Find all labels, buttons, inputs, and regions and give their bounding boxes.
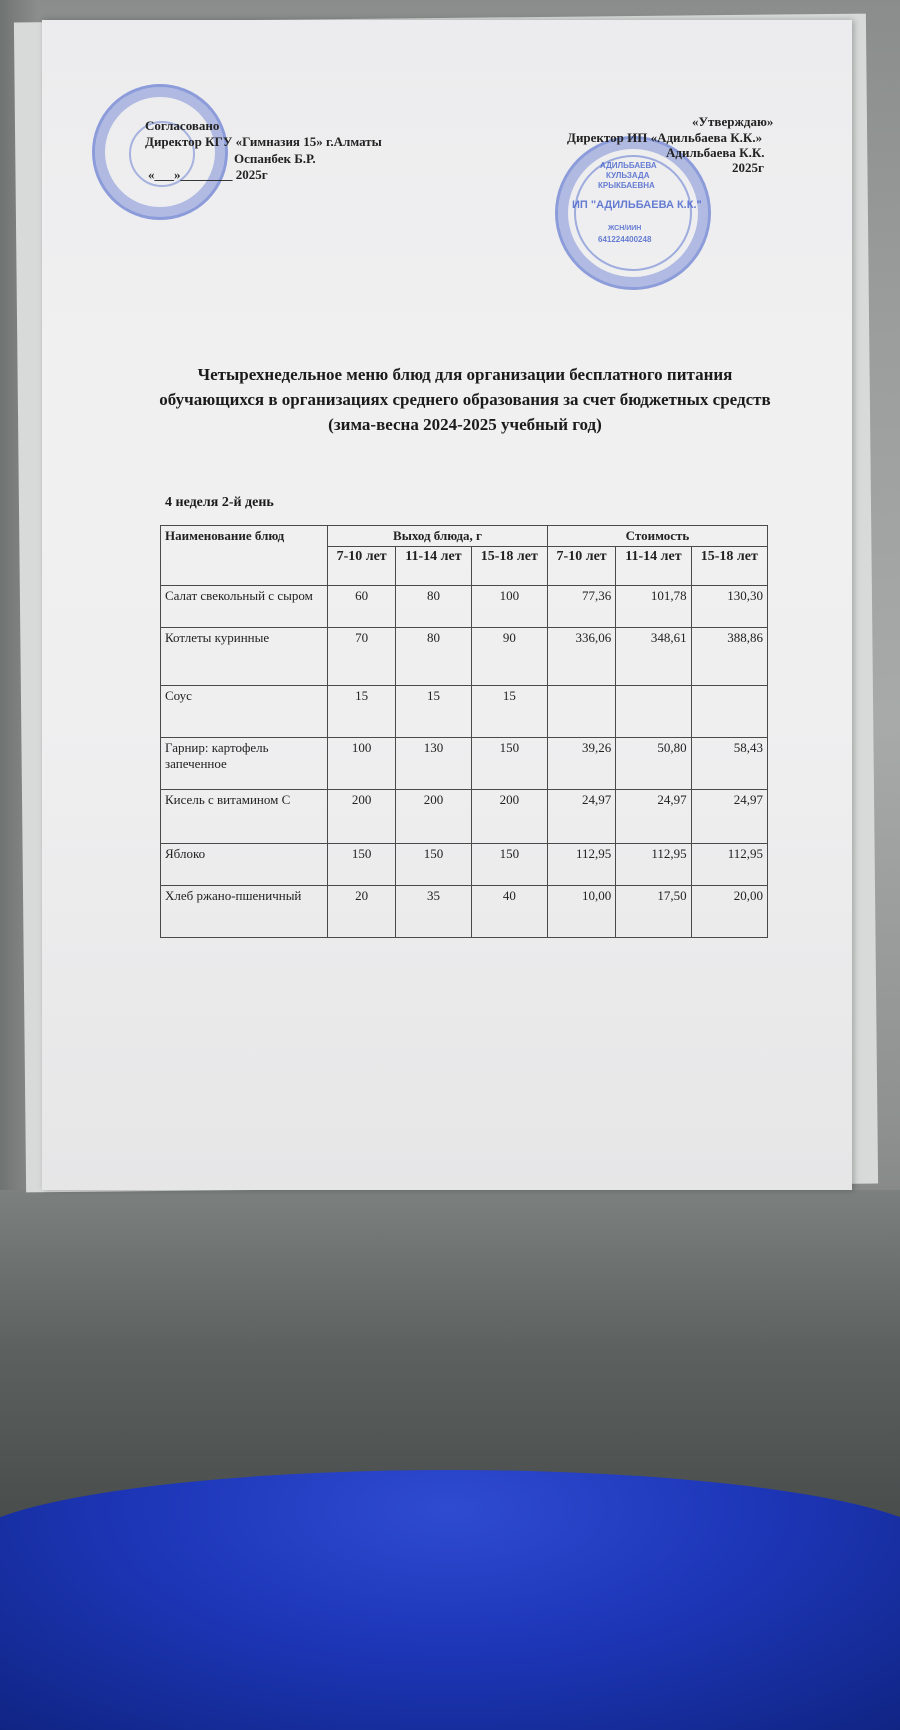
cost-value: 112,95 xyxy=(616,844,691,886)
menu-table xyxy=(160,525,768,938)
table-row xyxy=(161,738,768,790)
approval-left-position: Директор КГУ «Гимназия 15» г.Алматы xyxy=(145,134,382,149)
approval-left-date: «___»________ 2025г xyxy=(148,167,268,182)
table-row xyxy=(161,586,768,628)
approval-left-name: Оспанбек Б.Р. xyxy=(234,151,316,166)
table-header-row xyxy=(161,526,768,547)
table-row xyxy=(161,790,768,844)
approval-right-label: «Утверждаю» xyxy=(692,114,774,129)
output-value: 200 xyxy=(328,790,396,844)
dish-name: Яблоко xyxy=(161,844,328,886)
approval-right-name: Адильбаева К.К. xyxy=(666,145,765,160)
approval-left-label: Согласовано xyxy=(145,118,220,133)
dish-name: Кисель с витамином С xyxy=(161,790,328,844)
cost-value: 112,95 xyxy=(691,844,767,886)
output-value: 80 xyxy=(396,628,471,686)
cost-value: 130,30 xyxy=(691,586,767,628)
dish-name: Гарнир: картофель запеченное xyxy=(161,738,328,790)
blue-cloth xyxy=(0,1470,900,1730)
approval-right-position: Директор ИП «Адильбаева К.К.» xyxy=(567,130,763,145)
age-cost-11-14: 11-14 лет xyxy=(616,547,691,586)
stamp-id-number: 641224400248 xyxy=(598,235,652,244)
cost-value xyxy=(691,686,767,738)
age-out-15-18: 15-18 лет xyxy=(471,547,547,586)
cost-value: 388,86 xyxy=(691,628,767,686)
stamp-org: ИП "АДИЛЬБАЕВА К.К." xyxy=(572,199,702,211)
cost-value: 112,95 xyxy=(547,844,615,886)
cost-value: 39,26 xyxy=(547,738,615,790)
output-value: 60 xyxy=(328,586,396,628)
output-value: 150 xyxy=(471,844,547,886)
stamp-id-label: ЖСН/ИИН xyxy=(608,225,642,232)
age-cost-7-10: 7-10 лет xyxy=(547,547,615,586)
table-row xyxy=(161,886,768,938)
cost-value: 10,00 xyxy=(547,886,615,938)
approval-right-date: 2025г xyxy=(732,160,764,175)
output-value: 130 xyxy=(396,738,471,790)
table-row xyxy=(161,844,768,886)
cost-value: 336,06 xyxy=(547,628,615,686)
age-out-11-14: 11-14 лет xyxy=(396,547,471,586)
cost-value xyxy=(616,686,691,738)
cost-value: 101,78 xyxy=(616,586,691,628)
output-value: 100 xyxy=(328,738,396,790)
output-value: 35 xyxy=(396,886,471,938)
cost-value: 77,36 xyxy=(547,586,615,628)
output-value: 150 xyxy=(328,844,396,886)
cost-value: 348,61 xyxy=(616,628,691,686)
output-value: 20 xyxy=(328,886,396,938)
cost-value: 20,00 xyxy=(691,886,767,938)
age-out-7-10: 7-10 лет xyxy=(328,547,396,586)
dish-name: Котлеты куринные xyxy=(161,628,328,686)
age-cost-15-18: 15-18 лет xyxy=(691,547,767,586)
output-value: 90 xyxy=(471,628,547,686)
col-cost: Стоимость xyxy=(547,526,767,547)
document-title: Четырехнедельное меню блюд для организации бесплатного питания обучающихся в организациях среднего образования за счет бюджетных средств (зима-весна 2024-2025 учебный год) xyxy=(159,365,771,434)
dish-name: Хлеб ржано-пшеничный xyxy=(161,886,328,938)
output-value: 150 xyxy=(471,738,547,790)
day-subtitle: 4 неделя 2-й день xyxy=(165,495,274,510)
output-value: 15 xyxy=(471,686,547,738)
cost-value: 58,43 xyxy=(691,738,767,790)
gymnasium-seal xyxy=(92,84,228,220)
stamp-name-top: АДИЛЬБАЕВА xyxy=(600,161,657,170)
cost-value: 24,97 xyxy=(547,790,615,844)
output-value: 15 xyxy=(396,686,471,738)
table-row xyxy=(161,628,768,686)
output-value: 150 xyxy=(396,844,471,886)
dish-name: Салат свекольный с сыром xyxy=(161,586,328,628)
cost-value xyxy=(547,686,615,738)
cost-value: 17,50 xyxy=(616,886,691,938)
stamp-name-bottom: КРЫКБАЕВНА xyxy=(598,181,655,190)
table-row xyxy=(161,686,768,738)
output-value: 40 xyxy=(471,886,547,938)
col-dish-name: Наименование блюд xyxy=(161,526,328,586)
cost-value: 24,97 xyxy=(691,790,767,844)
output-value: 80 xyxy=(396,586,471,628)
output-value: 15 xyxy=(328,686,396,738)
output-value: 70 xyxy=(328,628,396,686)
col-output: Выход блюда, г xyxy=(328,526,548,547)
cost-value: 24,97 xyxy=(616,790,691,844)
dish-name: Соус xyxy=(161,686,328,738)
stamp-name-mid: КУЛЬЗАДА xyxy=(606,171,650,180)
output-value: 200 xyxy=(396,790,471,844)
output-value: 100 xyxy=(471,586,547,628)
cost-value: 50,80 xyxy=(616,738,691,790)
output-value: 200 xyxy=(471,790,547,844)
